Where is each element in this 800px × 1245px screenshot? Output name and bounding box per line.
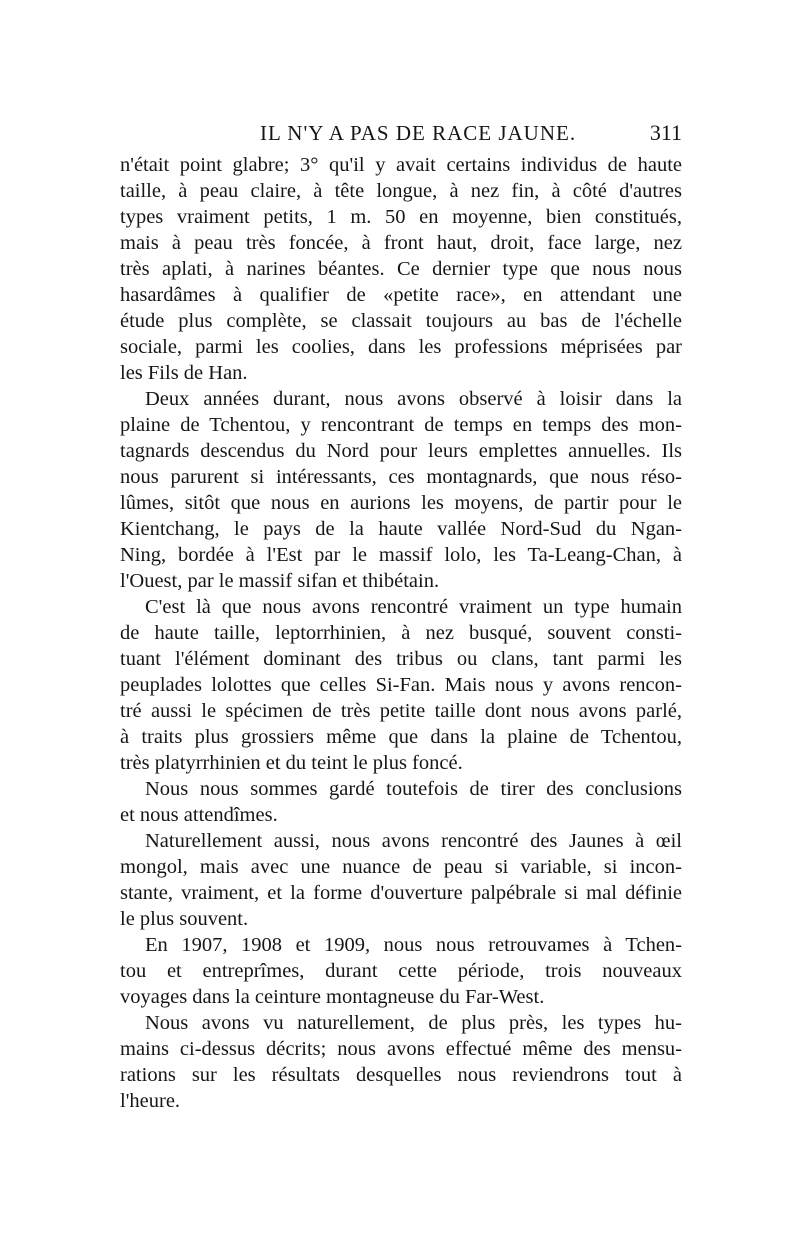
text-line: mais à peau très foncée, à front haut, droit, face large, nez bbox=[120, 232, 682, 254]
page-number: 311 bbox=[649, 120, 682, 145]
paragraph bbox=[120, 776, 682, 828]
text-line: nous parurent si intéressants, ces montagnards, que nous réso- bbox=[120, 466, 682, 488]
text-line: Deux années durant, nous avons observé à loisir dans la bbox=[145, 388, 682, 410]
text-line: l'heure. bbox=[120, 1090, 181, 1112]
text-line: mains ci-dessus décrits; nous avons effectué même des mensu- bbox=[120, 1038, 682, 1060]
text-line: le plus souvent. bbox=[120, 908, 249, 930]
text-line: l'Ouest, par le massif sifan et thibétain. bbox=[120, 570, 440, 592]
text-line: stante, vraiment, et la forme d'ouverture palpébrale si mal définie bbox=[120, 882, 682, 904]
text-line: rations sur les résultats desquelles nous reviendrons tout à bbox=[120, 1064, 682, 1086]
text-line: à traits plus grossiers même que dans la plaine de Tchentou, bbox=[120, 726, 682, 748]
running-head-title: IL N'Y A PAS DE RACE JAUNE. bbox=[260, 121, 577, 145]
text-line: hasardâmes à qualifier de «petite race», en attendant une bbox=[120, 284, 682, 306]
text-line: tagnards descendus du Nord pour leurs emplettes annuelles. Ils bbox=[120, 440, 682, 462]
text-line: étude plus complète, se classait toujours au bas de l'échelle bbox=[120, 310, 682, 332]
text-line: mongol, mais avec une nuance de peau si variable, si incon- bbox=[120, 856, 682, 878]
text-line: Nous avons vu naturellement, de plus près, les types hu- bbox=[145, 1012, 682, 1034]
text-line: lûmes, sitôt que nous en aurions les moyens, de partir pour le bbox=[120, 492, 682, 514]
text-line: de haute taille, leptorrhinien, à nez busqué, souvent consti- bbox=[120, 622, 682, 644]
text-line: Ning, bordée à l'Est par le massif lolo, les Ta-Leang-Chan, à bbox=[120, 544, 682, 566]
text-line: n'était point glabre; 3° qu'il y avait certains individus de haute bbox=[120, 154, 682, 176]
text-line: plaine de Tchentou, y rencontrant de temps en temps des mon- bbox=[120, 414, 682, 436]
text-line: voyages dans la ceinture montagneuse du Far-West. bbox=[120, 986, 545, 1008]
text-line: peuplades lolottes que celles Si-Fan. Mais nous y avons rencon- bbox=[120, 674, 682, 696]
paragraph bbox=[120, 828, 682, 932]
text-line: tou et entreprîmes, durant cette période, trois nouveaux bbox=[120, 960, 682, 982]
text-line: Naturellement aussi, nous avons rencontré des Jaunes à œil bbox=[145, 830, 682, 852]
text-line: taille, à peau claire, à tête longue, à nez fin, à côté d'autres bbox=[120, 180, 682, 202]
running-head bbox=[120, 118, 682, 148]
text-line: les Fils de Han. bbox=[120, 362, 248, 384]
text-line: Kientchang, le pays de la haute vallée Nord-Sud du Ngan- bbox=[120, 518, 682, 540]
paragraph bbox=[120, 152, 682, 386]
text-line: et nous attendîmes. bbox=[120, 804, 278, 826]
text-line: très aplati, à narines béantes. Ce dernier type que nous nous bbox=[120, 258, 682, 280]
text-line: tré aussi le spécimen de très petite taille dont nous avons parlé, bbox=[120, 700, 682, 722]
text-line: sociale, parmi les coolies, dans les professions méprisées par bbox=[120, 336, 682, 358]
paragraph bbox=[120, 1010, 682, 1114]
text-line: types vraiment petits, 1 m. 50 en moyenne, bien constitués, bbox=[120, 206, 682, 228]
body-text bbox=[120, 152, 682, 1114]
text-line: En 1907, 1908 et 1909, nous nous retrouvames à Tchen- bbox=[145, 934, 682, 956]
paragraph bbox=[120, 932, 682, 1010]
paragraph bbox=[120, 594, 682, 776]
text-line: C'est là que nous avons rencontré vraiment un type humain bbox=[145, 596, 682, 618]
text-line: très platyrrhinien et du teint le plus foncé. bbox=[120, 752, 463, 774]
text-line: tuant l'élément dominant des tribus ou clans, tant parmi les bbox=[120, 648, 682, 670]
paragraph bbox=[120, 386, 682, 594]
text-line: Nous nous sommes gardé toutefois de tirer des conclusions bbox=[145, 778, 682, 800]
